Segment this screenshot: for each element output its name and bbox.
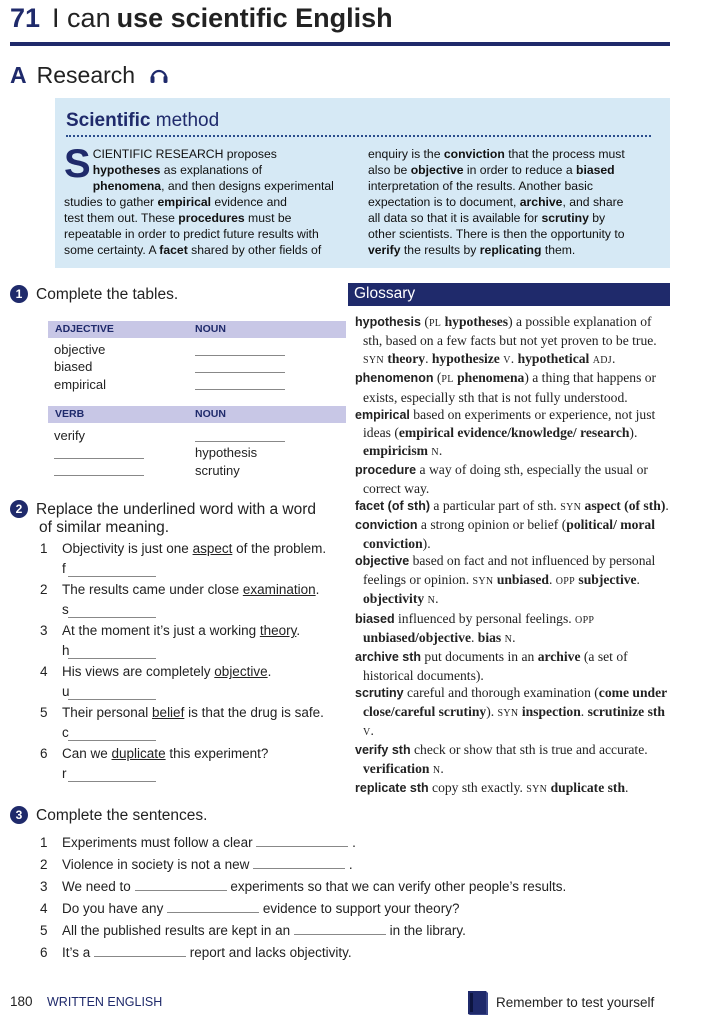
glossary-text: ) a thing that happens or exists, especially sth that is not fully understood. [363,370,657,405]
glossary-label: PL [428,318,442,329]
glossary-label: ADJ [592,354,612,366]
glossary-label: SYN [497,707,519,719]
glossary-term: unbiased/objective [363,629,471,645]
box-text-line [64,178,354,194]
glossary-entry [355,406,673,461]
glossary-entry [355,610,673,649]
col-header-noun: NOUN [195,408,226,420]
glossary-headword: biased [355,611,395,626]
glossary-term: phenomena [457,370,525,386]
box-text-line [368,210,663,226]
item-text: . [348,835,356,850]
unit-title-plain: I can [52,3,111,33]
item-text: evidence to support your theory? [259,901,460,916]
glossary-label: N [431,446,439,458]
keyword: verify [368,243,401,257]
item-number: 4 [40,901,48,916]
answer-prompt [62,766,67,781]
glossary-entry [355,369,673,406]
exercise-item [40,582,319,597]
underlined-word: theory [259,623,297,638]
glossary-text: (a set of historical documents). [363,649,628,683]
glossary-text: . [471,629,478,645]
exercise-item [40,900,459,916]
exercise-number-badge: 3 [10,806,28,824]
text-run: , and then designs experimental [161,179,334,193]
table-cell: scrutiny [195,463,240,478]
answer-blank[interactable] [195,355,285,356]
keyword: procedures [178,211,245,225]
glossary-text: . [510,350,518,366]
text-run: the results by [400,243,480,257]
exercise-item [40,705,324,720]
glossary-text: . [435,591,439,607]
item-text: of the problem. [232,541,327,556]
glossary-term: political/ moral conviction [363,517,655,551]
glossary-headword: facet (of sth) [355,499,430,514]
text-run: also be [368,163,411,177]
glossary-text: a strong opinion or belief ( [417,517,567,533]
box-text-line [368,146,663,162]
table-cell: empirical [54,377,107,392]
glossary-label: SYN [472,575,494,587]
glossary-header [348,283,670,306]
glossary-term: empirical evidence/knowledge/ research [398,425,630,441]
box-text-line [368,178,663,194]
keyword: objective [410,163,464,177]
book-icon [466,990,490,1021]
glossary-text: put documents in an [421,649,538,665]
glossary-text: ( [433,370,442,386]
text-run: that the process must [504,147,625,161]
glossary-label: SYN [363,354,384,366]
box-text-line [64,194,354,210]
keyword: phenomena [92,179,162,193]
col-header-noun: NOUN [195,323,226,335]
glossary-headword: empirical [355,408,410,423]
item-text: At the moment it’s just a working [62,623,260,638]
glossary-text: . [425,350,432,366]
answer-blank[interactable] [68,617,156,618]
answer-blank[interactable] [54,458,144,459]
text-run: studies to gather [64,195,158,209]
keyword: biased [576,163,615,177]
glossary-label: N [432,764,441,776]
keyword: replicating [479,243,542,257]
box-text-line [368,242,663,258]
glossary-label: N [427,595,436,607]
footer-section: WRITTEN ENGLISH [47,995,163,1009]
exercise-instruction-cont: of similar meaning. [39,519,170,536]
glossary-text: . [665,498,669,514]
section-letter: A [10,62,27,88]
footer-reminder: Remember to test yourself [496,995,655,1010]
col-header-adjective: ADJECTIVE [55,323,114,335]
item-text: . [315,582,320,597]
glossary-text: ). [486,703,498,719]
glossary-list [355,313,673,799]
glossary-text: careful and thorough examination ( [403,685,599,701]
glossary-term: empiricism [363,442,428,458]
exercise-instruction: Complete the tables. [36,286,179,303]
glossary-entry [355,313,673,369]
item-text: The results came under close [62,582,243,597]
item-number: 4 [40,664,48,679]
glossary-entry [355,461,673,497]
glossary-headword: archive sth [355,650,422,665]
glossary-headword: objective [355,554,410,569]
underlined-word: objective [214,664,268,679]
item-text: . [267,664,272,679]
glossary-term: subjective [578,571,637,587]
glossary-entry [355,684,673,741]
glossary-label: V [363,726,371,738]
header-rule [10,42,670,46]
text-run: , and share [562,195,624,209]
glossary-text: ) a possible explanation of sth, based on a few facts but not yet proven to be true. [363,314,657,349]
item-text: Their personal [62,705,153,720]
keyword: empirical [157,195,212,209]
item-text: Objectivity is just one [62,541,193,556]
glossary-entry [355,552,673,609]
glossary-label: OPP [575,614,595,626]
glossary-label: SYN [560,502,582,514]
answer-blank[interactable] [294,922,386,935]
glossary-headword: conviction [355,518,418,533]
box-column-left [64,142,354,258]
exercise-item [40,541,326,556]
item-text: in the library. [385,923,466,938]
answer-blank[interactable] [68,781,156,782]
exercise-item [40,878,566,894]
glossary-text: . [636,571,640,587]
glossary-term: hypothesize [431,350,500,366]
glossary-headword: hypothesis [355,315,421,329]
glossary-text: ). [422,535,431,551]
item-text: Violence in society is not a new [62,857,254,872]
box-title: Scientific method [66,110,220,131]
exercise-number-badge: 2 [10,500,28,518]
glossary-entry [355,497,673,516]
answer-letter: r [62,766,67,781]
answer-letter: c [62,725,69,740]
text-run: test them out. These [64,211,179,225]
item-number: 5 [40,923,48,938]
box-text-line [64,162,354,178]
item-text: Can we [62,746,112,761]
glossary-title: Glossary [354,285,416,302]
drop-cap: S [64,142,91,186]
item-text: report and lacks objectivity. [186,945,352,960]
item-number: 2 [40,582,48,597]
item-number: 1 [40,835,48,850]
item-text: Experiments must follow a clear [62,835,257,850]
glossary-term: bias [477,629,502,645]
box-column-right [368,146,663,258]
glossary-term: objectivity [363,591,425,607]
table-cell: biased [54,359,93,374]
item-text: It’s a [62,945,95,960]
answer-prompt [62,602,69,617]
text-run: some certainty. A [64,243,160,257]
answer-blank[interactable] [54,475,144,476]
exercise-item [40,856,353,872]
glossary-headword: phenomenon [355,371,434,386]
glossary-term: inspection [521,703,581,719]
glossary-text: copy sth exactly. [428,780,527,796]
glossary-text: check or show that sth is true and accurate. [410,742,648,758]
glossary-text: a way of doing sth, especially the usual or correct way. [363,462,648,496]
underlined-word: aspect [192,541,233,556]
answer-prompt [62,561,66,576]
glossary-label: V [503,354,511,366]
glossary-entry [355,516,673,552]
glossary-term: archive [537,649,581,665]
answer-blank[interactable] [68,658,156,659]
glossary-entry [355,741,673,779]
answer-letter: f [62,561,66,576]
box-text-line [368,162,663,178]
table-header-verb-noun [48,406,346,423]
item-text: Do you have any [62,901,168,916]
glossary-text: ). [629,425,638,441]
answer-prompt [62,725,69,740]
answer-blank[interactable] [135,878,227,891]
exercise-instruction: Replace the underlined word with a word [36,501,317,518]
item-number: 3 [40,879,48,894]
glossary-label: OPP [555,575,575,587]
glossary-text: . [512,629,516,645]
col-header-verb: VERB [55,408,85,420]
item-number: 6 [40,746,48,761]
exercise-2-heading [10,500,345,537]
exercise-item [40,944,352,960]
text-run: shared by other fields of [187,243,322,257]
unit-title-bold: use scientific English [116,3,393,33]
glossary-text: a particular part of sth. [430,498,561,514]
answer-blank[interactable] [195,441,285,442]
answer-blank[interactable] [195,389,285,390]
glossary-text: ( [421,314,429,329]
keyword: scrutiny [541,211,589,225]
answer-blank[interactable] [256,834,348,847]
glossary-term: verification [363,760,430,776]
glossary-entry [355,648,673,684]
glossary-term: duplicate sth [550,780,626,796]
exercise-1-heading [10,285,178,304]
text-run: evidence and [211,195,287,209]
glossary-term: come under close/careful scrutiny [363,685,667,719]
item-text: . [345,857,353,872]
glossary-entry [355,779,673,798]
underlined-word: belief [152,705,185,720]
exercise-item [40,834,356,850]
item-text: is that the drug is safe. [184,705,324,720]
text-run: other scientists. There is then the opportunity to [368,227,625,241]
glossary-text: . [580,703,588,719]
glossary-term: hypotheses [444,314,509,329]
glossary-text: influenced by personal feelings. [394,610,576,626]
glossary-text: . [370,722,374,738]
text-run: all data so that it is available for [368,211,542,225]
answer-blank[interactable] [68,740,156,741]
item-text: We need to [62,879,135,894]
glossary-text: . [611,350,616,366]
answer-letter: s [62,602,69,617]
answer-blank[interactable] [68,576,156,577]
headphones-icon[interactable] [149,63,169,90]
glossary-headword: replicate sth [355,781,429,796]
text-run: must be [244,211,292,225]
answer-letter: h [62,643,70,658]
underlined-word: examination [242,582,316,597]
exercise-item [40,746,268,761]
item-text: All the published results are kept in an [62,923,294,938]
exercise-item [40,664,271,679]
glossary-text: . [625,780,629,796]
glossary-headword: verify sth [355,743,411,758]
glossary-term: theory [387,350,426,366]
underlined-word: duplicate [111,746,166,761]
section-heading [10,62,169,90]
glossary-term: unbiased [496,571,549,587]
glossary-text: . [548,571,556,587]
answer-blank[interactable] [68,699,156,700]
table-cell: hypothesis [195,445,258,460]
exercise-3-heading [10,806,207,825]
glossary-text: based on experiments or experience, not just ideas ( [363,407,656,441]
text-run: them. [541,243,576,257]
table-cell: objective [54,342,106,357]
unit-header [10,3,670,43]
glossary-headword: scrutiny [355,686,404,701]
exercise-number-badge: 1 [10,285,28,303]
box-text-line [368,226,663,242]
keyword: hypotheses [92,163,161,177]
answer-prompt [62,684,70,699]
box-text-line [64,242,354,258]
unit-number: 71 [10,3,41,33]
keyword: facet [159,243,188,257]
text-run: expectation is to document, [368,195,520,209]
table-header-adjective-noun [48,321,346,338]
answer-blank[interactable] [253,856,345,869]
exercise-item [40,623,300,638]
answer-blank[interactable] [195,372,285,373]
item-text: His views are completely [62,664,215,679]
item-text: experiments so that we can verify other people’s results. [226,879,567,894]
item-number: 3 [40,623,48,638]
item-number: 2 [40,857,48,872]
answer-letter: u [62,684,70,699]
text-run: CIENTIFIC RESEARCH proposes [92,147,277,161]
text-run: enquiry is the [368,147,444,161]
section-title: Research [36,62,136,88]
page-number: 180 [10,994,33,1009]
glossary-term: aspect (of sth) [584,498,666,514]
answer-prompt [62,643,70,658]
text-run: by [588,211,606,225]
item-number: 5 [40,705,48,720]
glossary-term: scrutinize sth [587,703,665,719]
keyword: archive [519,195,563,209]
answer-blank[interactable] [167,900,259,913]
glossary-label: PL [441,374,454,386]
text-run: repeatable in order to predict future results with [64,227,319,241]
answer-blank[interactable] [94,944,186,957]
keyword: conviction [443,147,505,161]
text-run: in order to reduce a [463,163,576,177]
item-text: . [296,623,301,638]
glossary-headword: procedure [355,463,417,478]
glossary-text: . [438,442,443,458]
item-number: 6 [40,945,48,960]
box-text-line [368,194,663,210]
text-run: interpretation of the results. Another basic [368,179,593,193]
dotted-divider [66,135,651,137]
table-cell: verify [54,428,86,443]
glossary-text: based on fact and not influenced by personal feelings or opinion. [363,553,656,587]
exercise-instruction: Complete the sentences. [36,807,208,824]
glossary-label: N [504,633,513,645]
box-text-line [64,210,354,226]
item-text: this experiment? [165,746,269,761]
item-number: 1 [40,541,48,556]
exercise-item [40,922,466,938]
box-text-line [64,226,354,242]
glossary-label: SYN [526,784,548,796]
glossary-term: hypothetical [517,350,590,366]
text-run: as explanations of [160,163,263,177]
glossary-text: . [440,760,444,776]
